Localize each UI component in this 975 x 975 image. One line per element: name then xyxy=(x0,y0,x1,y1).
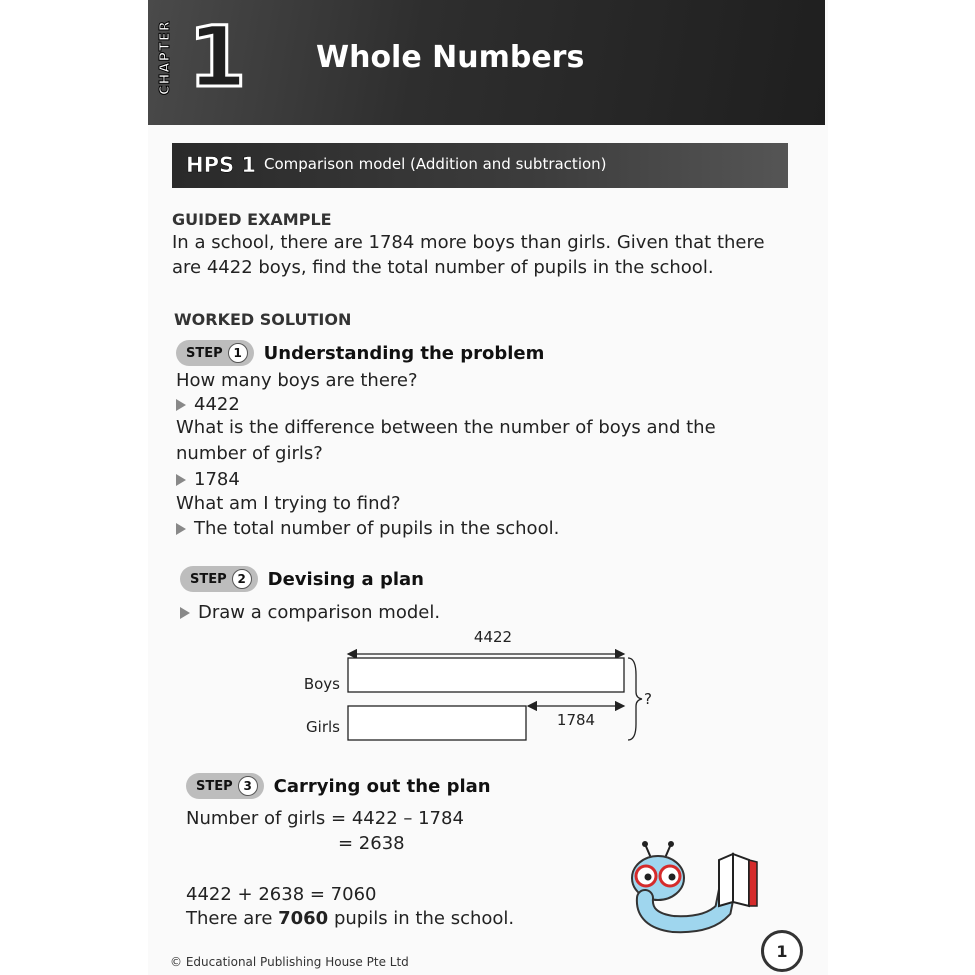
boys-total-label: 4422 xyxy=(473,628,513,646)
chapter-word: CHAPTER xyxy=(158,20,173,96)
step-3-line-3: 4422 + 2638 = 7060 xyxy=(186,884,377,905)
step-3-line-4: There are 7060 pupils in the school. xyxy=(186,908,515,929)
girls-label: Girls xyxy=(306,718,340,736)
chapter-header xyxy=(148,0,825,125)
step-1-answer-3: The total number of pupils in the school. xyxy=(176,518,559,539)
total-answer: 7060 xyxy=(278,908,329,929)
step-2 xyxy=(180,566,424,592)
page-number: 1 xyxy=(761,930,803,972)
section-label: HPS 1 xyxy=(186,153,257,177)
guided-heading: GUIDED EXAMPLE xyxy=(172,210,332,229)
step-2-title: Devising a plan xyxy=(267,568,424,590)
guided-line-1: In a school, there are 1784 more boys than girls. Given that there xyxy=(172,232,765,253)
difference-label: 1784 xyxy=(556,711,596,729)
step-3 xyxy=(186,773,491,799)
step-1-question-1: How many boys are there? xyxy=(176,370,418,391)
step-2-answer-1: Draw a comparison model. xyxy=(180,602,440,623)
copyright-notice: © Educational Publishing House Pte Ltd xyxy=(170,955,409,969)
boys-bar xyxy=(348,658,624,692)
step-3-line-1: Number of girls = 4422 – 1784 xyxy=(186,808,464,829)
guided-line-2: are 4422 boys, find the total number of pupils in the school. xyxy=(172,257,714,278)
step-3-line-2: = 2638 xyxy=(338,833,405,854)
bookworm-mascot-icon xyxy=(623,840,773,935)
chapter-number: 1 xyxy=(188,8,247,106)
page xyxy=(148,0,828,975)
step-3-badge xyxy=(186,773,264,799)
section-title: Comparison model (Addition and subtraction) xyxy=(264,155,607,173)
step-2-badge xyxy=(180,566,258,592)
total-brace xyxy=(628,658,642,740)
step-1-question-2b: number of girls? xyxy=(176,443,323,464)
triangle-bullet-icon xyxy=(176,399,186,411)
step-2-number: 2 xyxy=(232,569,252,589)
step-word: STEP xyxy=(196,778,233,794)
girls-bar xyxy=(348,706,526,740)
section-banner xyxy=(172,143,788,188)
step-1-question-3: What am I trying to find? xyxy=(176,493,401,514)
step-1-question-2a: What is the difference between the number of boys and the xyxy=(176,417,716,438)
triangle-bullet-icon xyxy=(180,607,190,619)
step-1-answer-1: 4422 xyxy=(176,394,240,415)
step-3-title: Carrying out the plan xyxy=(273,775,491,797)
step-1-number: 1 xyxy=(228,343,248,363)
triangle-bullet-icon xyxy=(176,474,186,486)
worked-heading: WORKED SOLUTION xyxy=(174,310,352,329)
step-1 xyxy=(176,340,544,366)
comparison-model xyxy=(288,620,668,750)
triangle-bullet-icon xyxy=(176,523,186,535)
chapter-title: Whole Numbers xyxy=(316,40,585,75)
step-1-title: Understanding the problem xyxy=(263,342,545,364)
boys-label: Boys xyxy=(303,675,340,693)
total-unknown-label: ? xyxy=(644,690,652,708)
step-1-answer-2: 1784 xyxy=(176,469,240,490)
step-word: STEP xyxy=(190,571,227,587)
step-3-number: 3 xyxy=(238,776,258,796)
step-word: STEP xyxy=(186,345,223,361)
step-1-badge xyxy=(176,340,254,366)
